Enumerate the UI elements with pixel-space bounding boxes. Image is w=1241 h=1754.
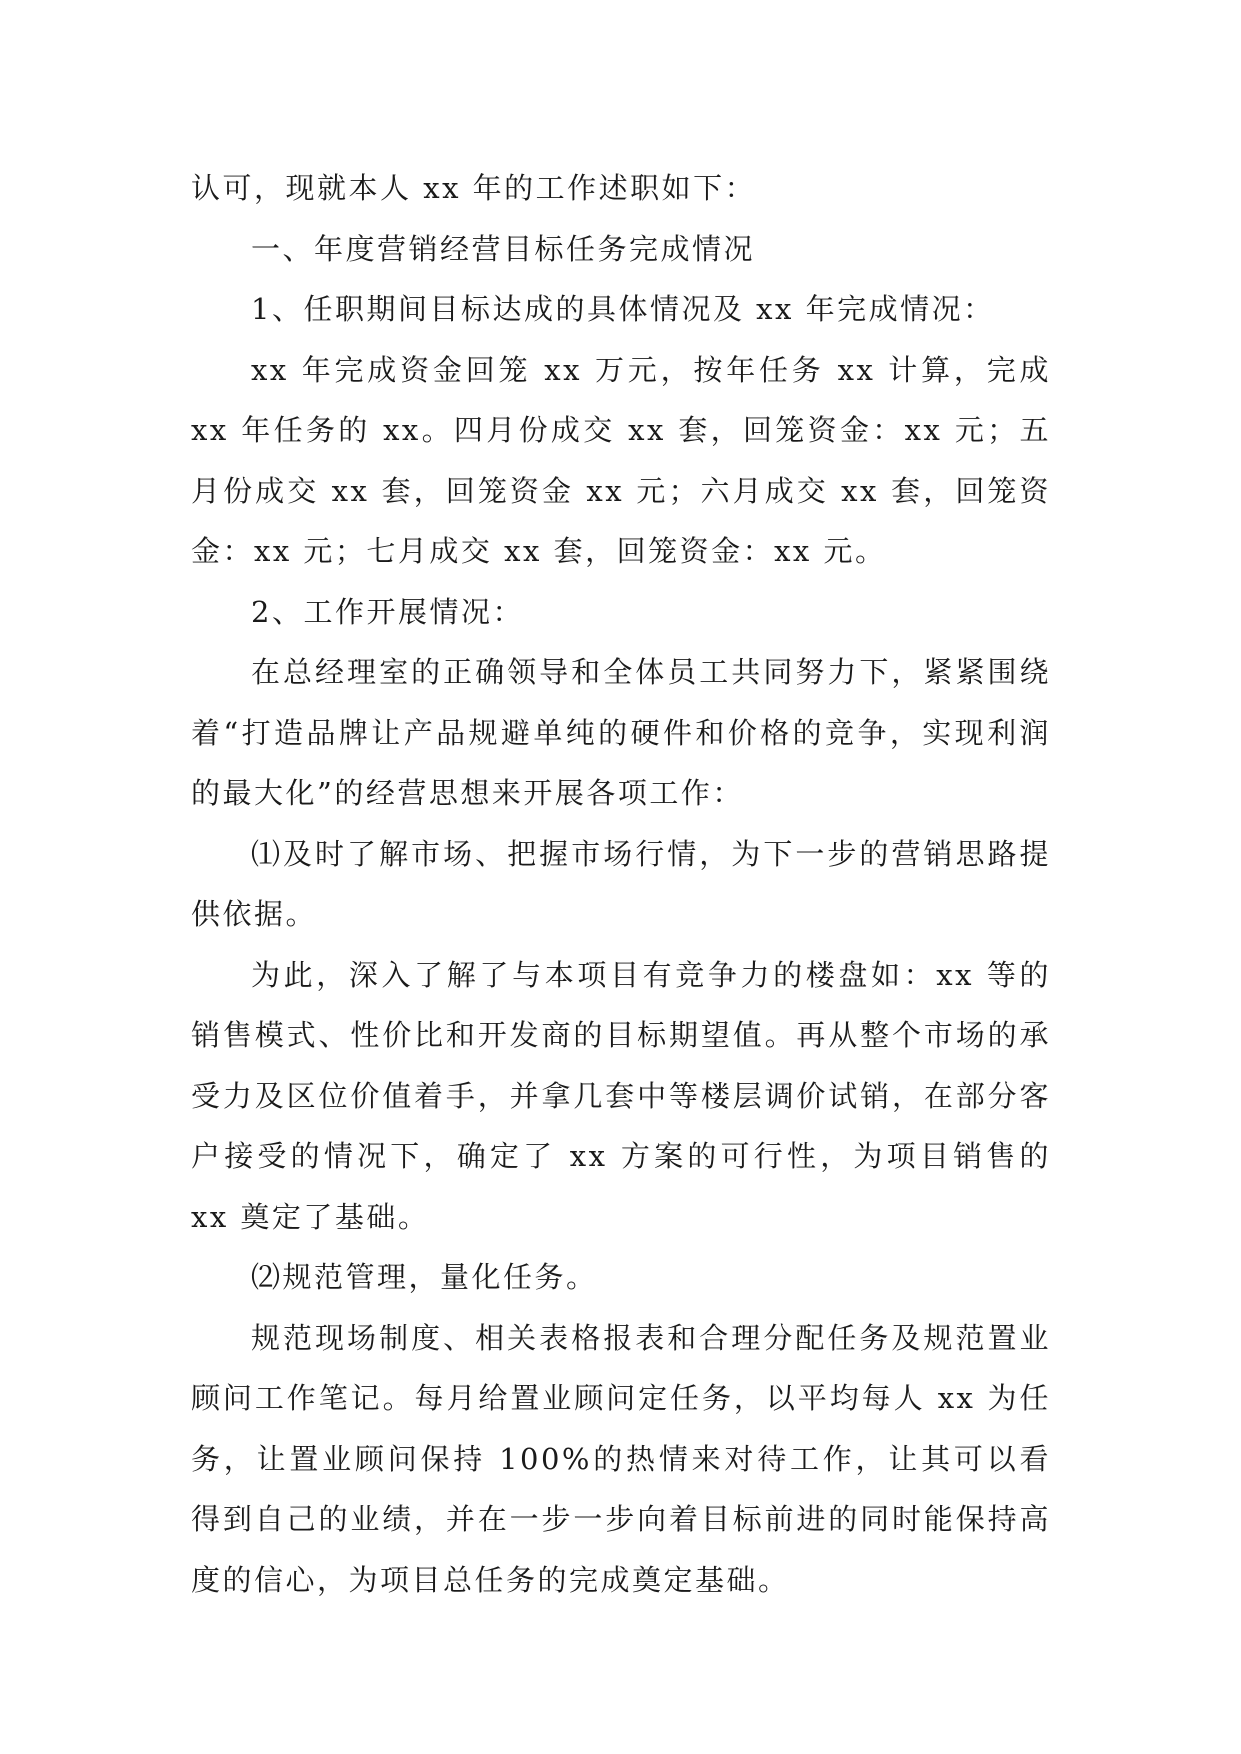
paragraph: 规范现场制度、相关表格报表和合理分配任务及规范置业顾问工作笔记。每月给置业顾问定任务，以平均每人 xx 为任务，让置业顾问保持 100%的热情来对待工作，让其可以看得到自己的业绩，并在一步一步向着目标前进的同时能保持高度的信心，为项目总任务的完成奠定基础。 (191, 1320, 1051, 1597)
paragraph: 为此，深入了解了与本项目有竞争力的楼盘如：xx 等的销售模式、性价比和开发商的目标期望值。再从整个市场的承受力及区位价值着手，并拿几套中等楼层调价试销，在部分客户接受的情况下，确定了 xx 方案的可行性，为项目销售的 xx 奠定了基础。 (191, 957, 1051, 1234)
subsection-heading: 1、任职期间目标达成的具体情况及 xx 年完成情况： (251, 292, 995, 326)
paragraph: xx 年完成资金回笼 xx 万元，按年任务 xx 计算，完成 xx 年任务的 xx。四月份成交 xx 套，回笼资金：xx 元；五月份成交 xx 套，回笼资金 xx 元；六月成交 xx 套，回笼资金：xx 元；七月成交 xx 套，回笼资金：xx 元。 (191, 352, 1051, 568)
list-item: ⑴及时了解市场、把握市场行情，为下一步的营销思路提供依据。 (191, 836, 1051, 931)
section-heading: 一、年度营销经营目标任务完成情况 (251, 231, 756, 266)
document-body (191, 158, 1051, 1610)
list-item: ⑵规范管理，量化任务。 (251, 1260, 598, 1294)
paragraph: 在总经理室的正确领导和全体员工共同努力下，紧紧围绕着“打造品牌让产品规避单纯的硬件和价格的竞争，实现利润的最大化”的经营思想来开展各项工作： (191, 655, 1051, 810)
subsection-heading: 2、工作开展情况： (251, 594, 524, 629)
paragraph: 认可，现就本人 xx 年的工作述职如下： (191, 171, 757, 205)
